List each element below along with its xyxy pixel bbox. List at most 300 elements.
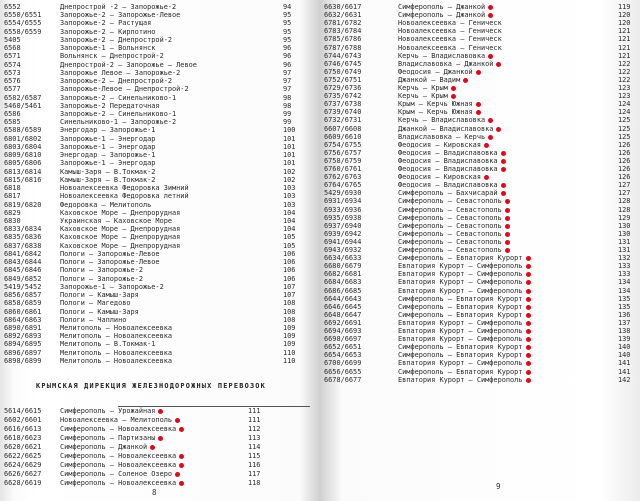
left-page (0, 0, 316, 501)
train-number: 6783/6784 (324, 27, 362, 36)
train-number: 6652/6651 (324, 343, 362, 352)
train-number: 6933/6936 (324, 205, 362, 214)
route-name: Симферополь – Джанкой (398, 3, 486, 11)
train-number: 6833/6834 (4, 225, 42, 234)
train-number: 6607/6608 (324, 124, 362, 133)
route-name: Запорожье-2 – Синельниково-1 (60, 109, 177, 118)
page-reference: 105 (283, 241, 296, 250)
red-marker-dot (501, 159, 506, 164)
train-number: 6577 (4, 85, 21, 94)
route-name: Пологи – Запорожье-2 (60, 274, 143, 283)
train-number: 5460/5461 (4, 101, 42, 110)
red-marker-dot (476, 70, 481, 75)
page-reference: 124 (618, 100, 631, 109)
schedule-row (322, 376, 640, 385)
route-name: Симферополь – Новоалексеевка (60, 425, 177, 433)
red-marker-dot (488, 13, 493, 18)
train-number: 6943/6932 (324, 246, 362, 254)
route-name: Пологи – Чаплино (60, 315, 127, 324)
route-name: Запорожье-1 – Энергодар (60, 142, 156, 151)
route-name: Запорожье-1 – Запорожье-2 (60, 282, 164, 291)
page-reference: 122 (618, 75, 631, 84)
route-name: Камыш-Заря – В.Токмак-2 (60, 167, 156, 176)
route-name: Симферополь – Севастополь (398, 205, 502, 214)
red-marker-dot (158, 409, 163, 414)
route-name: Пологи – Запорожье-Левое (60, 258, 160, 267)
route-name: Каховское Море – Днепрорудная (60, 208, 181, 217)
route-name: Евпатория Курорт – Симферополь (398, 335, 523, 344)
page-reference: 131 (618, 246, 631, 254)
route-name: Синельниково-1 – Запорожье-2 (60, 118, 177, 127)
route-name: Симферополь – Евпатория Курорт (398, 294, 523, 303)
route-name: Симферополь – Новоалексеевка (60, 452, 177, 460)
page-reference: 95 (283, 27, 292, 36)
page-reference: 129 (618, 213, 631, 222)
train-number: 6586 (4, 109, 21, 118)
page-reference: 135 (618, 302, 631, 311)
red-marker-dot (526, 272, 531, 277)
train-number: 6686/6685 (324, 286, 362, 295)
page-reference: 109 (283, 340, 296, 349)
train-number: 6680/6679 (324, 262, 362, 271)
page-reference: 95 (283, 35, 292, 44)
page-reference: 110 (283, 348, 296, 357)
route-name: Запорожье-2 – Растущая (60, 19, 152, 28)
page-reference: 123 (618, 92, 631, 101)
red-marker-dot (179, 427, 184, 432)
page-reference: 124 (618, 108, 631, 117)
right-page (322, 0, 640, 501)
page-reference: 118 (248, 479, 261, 487)
route-name: Энергодар – Запорожье-1 (60, 126, 156, 135)
train-number: 6630/6617 (324, 3, 362, 11)
route-name: Камыш-Заря – В.Токмак-2 (60, 175, 156, 184)
route-name: Евпатория Курорт – Симферополь (398, 375, 523, 384)
train-number: 6787/6788 (324, 43, 362, 52)
route-name: Мелитополь – Новоалексеевка (60, 323, 173, 332)
train-number: 6941/6944 (324, 237, 362, 246)
route-name: Евпатория Курорт – Симферополь (398, 286, 523, 295)
page-reference: 134 (618, 278, 631, 287)
page-reference: 128 (618, 197, 631, 206)
route-name: Симферополь – Джанкой (60, 443, 148, 451)
train-number: 6752/6751 (324, 75, 362, 84)
page-reference: 96 (283, 60, 292, 69)
train-number: 6750/6749 (324, 67, 362, 76)
route-name: Симферополь – Новоалексеевка (60, 479, 177, 487)
route-name: Симферополь – Севастополь (398, 229, 502, 238)
route-name: Запорожье-1 – Вольнянск (60, 44, 156, 53)
route-name: Пологи – Магедово (60, 299, 131, 308)
page-reference: 132 (618, 254, 631, 263)
route-name: Днепрострой -2 – Запорожье-2 (60, 3, 177, 11)
train-number: 6582/6587 (4, 93, 42, 102)
route-name: Феодосия – Джанкой (398, 67, 473, 76)
train-number: 6762/6763 (324, 173, 362, 182)
page-reference: 137 (618, 318, 631, 327)
route-name: Мелитополь – Новоалексеевка (60, 348, 173, 357)
route-name: Новоалексеевка – Мелитополь (60, 416, 173, 424)
train-number: 6648/6647 (324, 310, 362, 319)
route-name: Симферополь – Бахчисарай (398, 189, 498, 198)
red-marker-dot (505, 224, 510, 229)
route-name: Джанкой – Вадим (398, 75, 461, 84)
route-name: Запорожье-2 – Днепрострой-2 (60, 35, 173, 44)
route-name: Запорожье-1 – Энергодар (60, 159, 156, 168)
page-reference: 121 (618, 43, 631, 52)
route-name: Запорожье-Левое – Днепрострой-2 (60, 85, 189, 94)
red-marker-dot (505, 208, 510, 213)
route-name: Симферополь – Евпатория Курорт (398, 254, 523, 263)
route-name: Евпатория Курорт – Симферополь (398, 278, 523, 287)
train-number: 6646/6645 (324, 302, 362, 311)
route-name: Пологи – Камыш-Заря (60, 291, 139, 300)
route-name: Крым – Керчь Южная (398, 108, 473, 117)
page-reference: 133 (618, 270, 631, 279)
train-number: 5614/6615 (4, 407, 42, 415)
schedule-row (0, 452, 316, 461)
red-marker-dot (463, 78, 468, 83)
route-name: Симферополь – Соленое Озеро (60, 470, 173, 478)
train-number: 6843/6844 (4, 258, 42, 267)
page-reference: 126 (618, 173, 631, 182)
red-marker-dot (526, 361, 531, 366)
route-name: Владиславовка – Керчь (398, 132, 486, 141)
page-reference: 104 (283, 225, 296, 234)
schedule-row (0, 461, 316, 470)
route-name: Симферополь – Севастополь (398, 221, 502, 230)
route-name: Джанкой – Владиславовка (398, 124, 494, 133)
schedule-row (0, 443, 316, 452)
page-reference: 107 (283, 291, 296, 300)
route-name: Запорожье-1 – Энергодар (60, 134, 156, 143)
route-name: Запорожье-2 – Синельниково-1 (60, 93, 177, 102)
train-number: 6894/6895 (4, 340, 42, 349)
train-number: 5405 (4, 35, 21, 44)
red-marker-dot (526, 337, 531, 342)
page-reference: 140 (618, 351, 631, 360)
train-number: 6634/6633 (324, 254, 362, 263)
page-reference: 126 (618, 148, 631, 157)
train-number: 6644/6643 (324, 294, 362, 303)
red-marker-dot (526, 345, 531, 350)
page-number-left: 8 (152, 488, 157, 497)
red-marker-dot (505, 199, 510, 204)
red-marker-dot (451, 86, 456, 91)
route-name: Симферополь – Севастополь (398, 197, 502, 206)
red-marker-dot (488, 135, 493, 140)
page-reference: 119 (618, 3, 631, 11)
page-reference: 105 (283, 233, 296, 242)
route-name: Феодосия – Владиславовка (398, 156, 498, 165)
page-reference: 95 (283, 11, 292, 20)
page-reference: 108 (283, 299, 296, 308)
train-number: 6818 (4, 184, 21, 193)
route-name: Запорожье-2 – Запорожье-Левое (60, 11, 181, 20)
route-name: Новоалексеевка – Геническ (398, 19, 502, 28)
page-reference: 111 (248, 407, 261, 415)
page-reference: 123 (618, 84, 631, 92)
page-reference: 138 (618, 327, 631, 335)
page-reference: 122 (618, 59, 631, 68)
route-name: Феодосия – Кировская (398, 173, 481, 182)
schedule-row (0, 416, 316, 425)
page-reference: 126 (618, 165, 631, 173)
route-name: Новоалексеевка – Геническ (398, 27, 502, 36)
schedule-row (0, 434, 316, 443)
red-marker-dot (484, 175, 489, 180)
page-reference: 109 (283, 332, 296, 341)
train-number: 6626/6627 (4, 470, 42, 478)
route-name: Пологи – Запорожье-Левое (60, 249, 160, 258)
page-reference: 102 (283, 175, 296, 184)
train-number: 6781/6782 (324, 19, 362, 28)
page-reference: 101 (283, 142, 296, 151)
route-name: Энергодар – Запорожье-1 (60, 151, 156, 160)
page-reference: 135 (618, 294, 631, 303)
route-name: Украинская – Каховское Море (60, 216, 173, 225)
train-number: 6554/6555 (4, 19, 42, 28)
train-number: 6837/6838 (4, 241, 42, 250)
route-name: Новоалексеевка Федоровка Зимний (60, 184, 189, 193)
page-reference: 121 (618, 51, 631, 60)
red-marker-dot (179, 481, 184, 486)
route-name: Симферополь – Евпатория Курорт (398, 343, 523, 352)
route-name: Каховское Море – Днепрорудная (60, 241, 181, 250)
route-name: Запорожье Левое – Запорожье-2 (60, 68, 181, 77)
page-reference: 116 (248, 461, 261, 469)
page-reference: 120 (618, 19, 631, 28)
schedule-row (0, 425, 316, 434)
route-name: Евпатория Курорт – Симферополь (398, 359, 523, 368)
train-number: 6754/6755 (324, 140, 362, 149)
route-name: Симферополь – Севастополь (398, 213, 502, 222)
route-name: Симферополь – Евпатория Курорт (398, 310, 523, 319)
train-number: 6756/6757 (324, 148, 362, 157)
page-reference: 130 (618, 221, 631, 230)
route-name: Днепрострой-2 – Запорожье – Левое (60, 60, 197, 69)
route-name: Владиславовка – Джанкой (398, 59, 494, 68)
page-reference: 130 (618, 229, 631, 238)
route-name: Мелитополь – В.Токмак-1 (60, 340, 156, 349)
train-number: 6678/6677 (324, 375, 362, 384)
red-marker-dot (501, 183, 506, 188)
train-number: 6856/6857 (4, 291, 42, 300)
train-number: 6550/6551 (4, 11, 42, 20)
page-reference: 103 (283, 200, 296, 209)
page-reference: 127 (618, 181, 631, 190)
train-number: 6622/6625 (4, 452, 42, 460)
red-marker-dot (526, 329, 531, 334)
red-marker-dot (526, 370, 531, 375)
red-marker-dot (526, 313, 531, 318)
page-reference: 111 (248, 416, 261, 424)
route-name: Каховское Море – Днепрорудная (60, 233, 181, 242)
page-reference: 99 (283, 118, 292, 127)
train-number: 6588/6589 (4, 126, 42, 135)
train-number: 6552 (4, 3, 21, 11)
route-name: Запорожье-2 – Кирпотино (60, 27, 156, 36)
page-reference: 110 (283, 356, 296, 365)
page-reference: 100 (283, 126, 296, 135)
route-name: Евпатория Курорт – Симферополь (398, 327, 523, 335)
page-reference: 114 (248, 443, 261, 451)
page-reference: 107 (283, 282, 296, 291)
train-number: 6892/6893 (4, 332, 42, 341)
page-reference: 131 (618, 237, 631, 246)
page-reference: 108 (283, 315, 296, 324)
train-number: 6801/6802 (4, 134, 42, 143)
route-name: Евпатория Курорт – Симферополь (398, 262, 523, 271)
red-marker-dot (175, 418, 180, 423)
page-reference: 102 (283, 167, 296, 176)
train-number: 5429/6930 (324, 189, 362, 198)
train-number: 6585 (4, 118, 21, 127)
train-number: 6896/6897 (4, 348, 42, 357)
schedule-row (0, 479, 316, 488)
train-number: 6624/6629 (4, 461, 42, 469)
route-name: Симферополь – Урожайная (60, 407, 156, 415)
section-title: КРЫМСКАЯ ДИРЕКЦИЯ ЖЕЛЕЗНОДОРОЖНЫХ ПЕРЕВОЗОК (36, 382, 266, 390)
red-marker-dot (476, 102, 481, 107)
train-number: 6735/6742 (324, 92, 362, 101)
page-reference: 134 (618, 286, 631, 295)
red-marker-dot (505, 232, 510, 237)
page-reference: 139 (618, 335, 631, 344)
page-reference: 125 (618, 132, 631, 141)
red-marker-dot (526, 280, 531, 285)
train-number: 6937/6940 (324, 221, 362, 230)
route-name: Запорожье-2 Передаточная (60, 101, 160, 110)
route-name: Симферополь – Новоалексеевка (60, 461, 177, 469)
page-reference: 101 (283, 159, 296, 168)
train-number: 6860/6861 (4, 307, 42, 316)
train-number: 6849/6852 (4, 274, 42, 283)
red-marker-dot (505, 240, 510, 245)
page-reference: 117 (248, 470, 261, 478)
red-marker-dot (526, 353, 531, 358)
train-number: 6785/6786 (324, 35, 362, 44)
route-name: Запорожье-2 – Днепрострой-2 (60, 77, 173, 86)
train-number: 6632/6631 (324, 11, 362, 20)
page-reference: 128 (618, 205, 631, 214)
page-reference: 125 (618, 116, 631, 125)
red-marker-dot (488, 118, 493, 123)
red-marker-dot (501, 167, 506, 172)
route-name: Крым – Керчь Южная (398, 100, 473, 109)
red-marker-dot (526, 264, 531, 269)
train-number: 6835/6836 (4, 233, 42, 242)
train-number: 6758/6759 (324, 156, 362, 165)
red-marker-dot (179, 463, 184, 468)
train-number: 6864/6863 (4, 315, 42, 324)
page-reference: 101 (283, 134, 296, 143)
train-number: 6558/6559 (4, 27, 42, 36)
red-marker-dot (496, 127, 501, 132)
train-number: 6573 (4, 68, 21, 77)
page-reference: 96 (283, 52, 292, 61)
schedule-row (0, 357, 316, 366)
train-number: 6732/6731 (324, 116, 362, 125)
red-marker-dot (488, 54, 493, 59)
red-marker-dot (501, 191, 506, 196)
train-number: 6817 (4, 192, 21, 201)
red-marker-dot (526, 297, 531, 302)
red-marker-dot (526, 305, 531, 310)
train-number: 6737/6738 (324, 100, 362, 109)
route-name: Феодосия – Владиславовка (398, 148, 498, 157)
page-reference: 98 (283, 93, 292, 102)
route-name: Феодосия – Владиславовка (398, 181, 498, 190)
train-number: 6684/6683 (324, 278, 362, 287)
page-reference: 103 (283, 192, 296, 201)
red-marker-dot (476, 110, 481, 115)
train-number: 6574 (4, 60, 21, 69)
train-number: 6803/6804 (4, 142, 42, 151)
train-number: 6829 (4, 208, 21, 217)
train-number: 6609/6610 (324, 132, 362, 141)
train-number: 6568 (4, 44, 21, 53)
train-number: 6656/6655 (324, 367, 362, 376)
train-number: 6698/6697 (324, 335, 362, 344)
train-number: 6628/6619 (4, 479, 42, 487)
page-reference: 97 (283, 85, 292, 94)
train-number: 6654/6653 (324, 351, 362, 360)
red-marker-dot (484, 143, 489, 148)
page-reference: 126 (618, 156, 631, 165)
route-name: Пологи – Камыш-Заря (60, 307, 139, 316)
train-number: 6830 (4, 216, 21, 225)
train-number: 6939/6942 (324, 229, 362, 238)
page-reference: 121 (618, 35, 631, 44)
page-reference: 127 (618, 189, 631, 198)
red-marker-dot (150, 445, 155, 450)
red-marker-dot (179, 454, 184, 459)
route-name: Симферополь – Партизаны (60, 434, 156, 442)
train-number: 6935/6938 (324, 213, 362, 222)
page-reference: 106 (283, 274, 296, 283)
page-reference: 101 (283, 151, 296, 160)
train-number: 6620/6621 (4, 443, 42, 451)
train-number: 6898/6899 (4, 356, 42, 365)
route-name: Мелитополь – Новоалексеевка (60, 356, 173, 365)
route-name: Феодосия – Кировская (398, 140, 481, 149)
schedule-row (0, 407, 316, 416)
page-reference: 96 (283, 44, 292, 53)
train-number: 6571 (4, 52, 21, 61)
route-name: Керчь – Крым (398, 92, 448, 101)
page-reference: 115 (248, 452, 261, 460)
red-marker-dot (451, 94, 456, 99)
train-number: 6805/6806 (4, 159, 42, 168)
route-name: Новоалексеевка – Геническ (398, 43, 502, 52)
train-number: 6858/6859 (4, 299, 42, 308)
page-reference: 126 (618, 140, 631, 149)
page-reference: 99 (283, 109, 292, 118)
red-marker-dot (501, 151, 506, 156)
train-number: 6576 (4, 77, 21, 86)
page-reference: 133 (618, 262, 631, 271)
red-marker-dot (526, 321, 531, 326)
train-number: 6809/6810 (4, 151, 42, 160)
train-number: 6700/6699 (324, 359, 362, 368)
train-number: 6692/6691 (324, 318, 362, 327)
page-reference: 104 (283, 216, 296, 225)
train-number: 6694/6693 (324, 327, 362, 335)
red-marker-dot (526, 289, 531, 294)
red-marker-dot (158, 436, 163, 441)
route-name: Евпатория Курорт – Симферополь (398, 318, 523, 327)
